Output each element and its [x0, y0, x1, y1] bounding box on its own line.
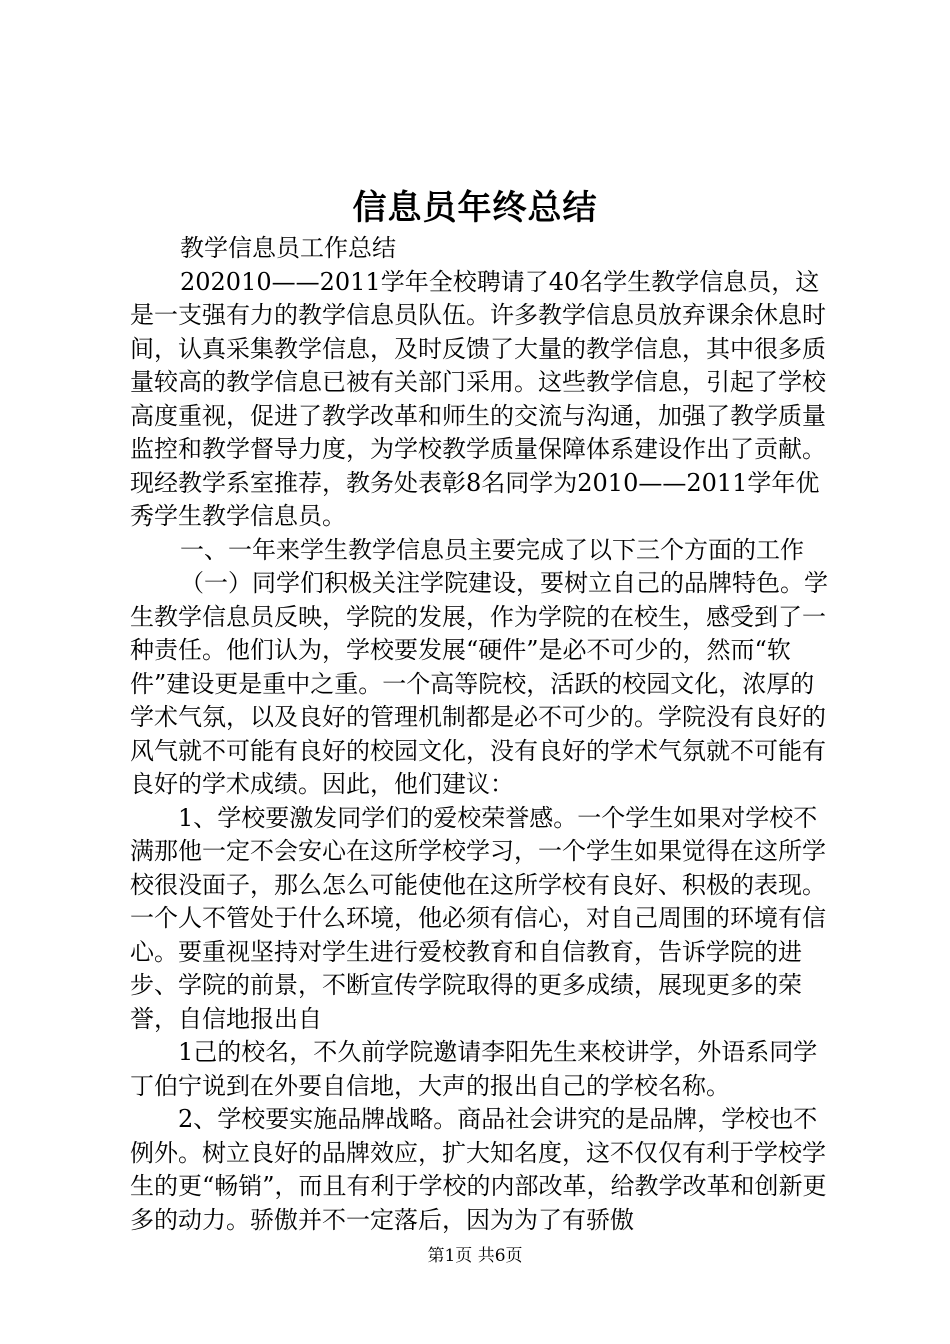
paragraph: 1、学校要激发同学们的爱校荣誉感。一个学生如果对学校不满那他一定不会安心在这所学校学习，一个学生如果觉得在这所学校很没面子，那么怎么可能使他在这所学校有良好、积极的表现。一个人不管处于什么环境，他必须有信心，对自己周围的环境有信心。要重视坚持对学生进行爱校教育和自信教育，告诉学院的进步、学院的前景，不断宣传学院取得的更多成绩，展现更多的荣誉，自信地报出自 [130, 803, 826, 1033]
paragraph-subtitle: 教学信息员工作总结 [180, 234, 396, 262]
paragraph: 1己的校名，不久前学院邀请李阳先生来校讲学，外语系同学丁伯宁说到在外要自信地，大声的报出自己的学校名称。 [130, 1038, 818, 1100]
section-heading: 一、一年来学生教学信息员主要完成了以下三个方面的工作 [180, 535, 804, 564]
page-footer: 第1页 共6页 [427, 1246, 523, 1266]
paragraph: 2、学校要实施品牌战略。商品社会讲究的是品牌，学校也不例外。树立良好的品牌效应，扩大知名度，这不仅仅有利于学校学生的更“畅销”，而且有利于学校的内部改革，给教学改革和创新更多的动力。骄傲并不一定落后，因为为了有骄傲 [130, 1105, 827, 1234]
document-body [130, 232, 830, 1237]
paragraph: 202010——2011学年全校聘请了40名学生教学信息员，这是一支强有力的教学信息员队伍。许多教学信息员放弃课余休息时间，认真采集教学信息，及时反馈了大量的教学信息，其中很多质量较高的教学信息已被有关部门采用。这些教学信息，引起了学校高度重视，促进了教学改革和师生的交流与沟通，加强了教学质量监控和教学督导力度，为学校教学质量保障体系建设作出了贡献。现经教学系室推荐，教务处表彰8名同学为2010——2011学年优秀学生教学信息员。 [130, 267, 826, 530]
paragraph: （一）同学们积极关注学院建设，要树立自己的品牌特色。学生教学信息员反映，学院的发展，作为学院的在校生，感受到了一种责任。他们认为，学校要发展“硬件”是必不可少的，然而“软件”建设更是重中之重。一个高等院校，活跃的校园文化，浓厚的学术气氛，以及良好的管理机制都是必不可少的。学院没有良好的风气就不可能有良好的校园文化，没有良好的学术气氛就不可能有良好的学术成绩。因此，他们建议： [130, 569, 828, 798]
document-title: 信息员年终总结 [352, 188, 598, 228]
